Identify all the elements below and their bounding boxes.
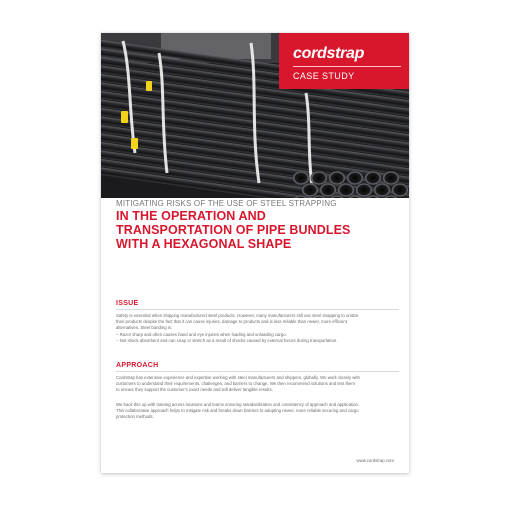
brand-box <box>279 33 409 89</box>
pipe-end <box>392 183 409 197</box>
pipe-end <box>302 183 319 197</box>
pipe-end <box>374 183 391 197</box>
text-line: This collaborative approach helps to mitigate risk and breaks down barriers to adopting newer, more reliable securing and cargo <box>116 408 359 414</box>
case-study-label: CASE STUDY <box>293 71 355 81</box>
cordstrap-logo: cordstrap <box>293 45 365 62</box>
pipe-end <box>347 171 364 185</box>
issue-rule <box>116 309 399 310</box>
text-line: customers to understand their requirements, challenges, and barriers to change. We then recommend solutions and test them <box>116 381 356 387</box>
pipe-end <box>320 183 337 197</box>
issue-heading: ISSUE <box>116 300 139 307</box>
headline-line: WITH A HEXAGONAL SHAPE <box>116 237 292 251</box>
approach-text-2 <box>116 402 399 421</box>
pipe-end <box>356 183 373 197</box>
approach-text-1 <box>116 375 399 394</box>
text-line: alternatives. Steel banding is: <box>116 325 173 331</box>
kicker: MITIGATING RISKS OF THE USE OF STEEL STRAPPING <box>116 199 337 208</box>
footer-url[interactable]: www.cordstrap.com <box>356 458 394 463</box>
pipe-end <box>329 171 346 185</box>
pipe-end <box>365 171 382 185</box>
text-line: to ensure they support the customer's exact needs and will deliver tangible results. <box>116 387 273 393</box>
pipe-end <box>293 171 310 185</box>
text-line: Cordstrap has extensive experience and expertise working with steel manufacturers and shippers, globally. We work closely with <box>116 375 360 380</box>
case-study-sheet <box>101 33 409 473</box>
pipe-end <box>311 171 328 185</box>
pipe-end <box>383 171 400 185</box>
approach-heading: APPROACH <box>116 362 159 369</box>
text-line: Safety is essential when shipping manufactured steel products. However, many manufacturers still use steel strapping to unitize <box>116 313 359 318</box>
text-line: – Not shock absorbent and can snap or stretch as a result of shocks caused by external forces during transportation. <box>116 337 338 343</box>
headline-line: TRANSPORTATION OF PIPE BUNDLES <box>116 223 351 237</box>
text-line: – Razor sharp and often causes hand and eye injuries when loading and unloading cargo. <box>116 331 287 337</box>
pipe-end <box>338 183 355 197</box>
text-line: protection methods. <box>116 414 154 420</box>
brand-divider <box>293 66 401 67</box>
issue-text <box>116 313 399 344</box>
headline <box>116 209 401 251</box>
text-line: We back this up with training across locations and teams ensuring standardization and consistency of approach and application. <box>116 402 360 407</box>
headline-line: IN THE OPERATION AND <box>116 209 266 223</box>
approach-rule <box>116 371 399 372</box>
text-line: their products despite the fact that it can cause injuries, damage to products and is less reliable than newer, more efficient <box>116 319 347 325</box>
